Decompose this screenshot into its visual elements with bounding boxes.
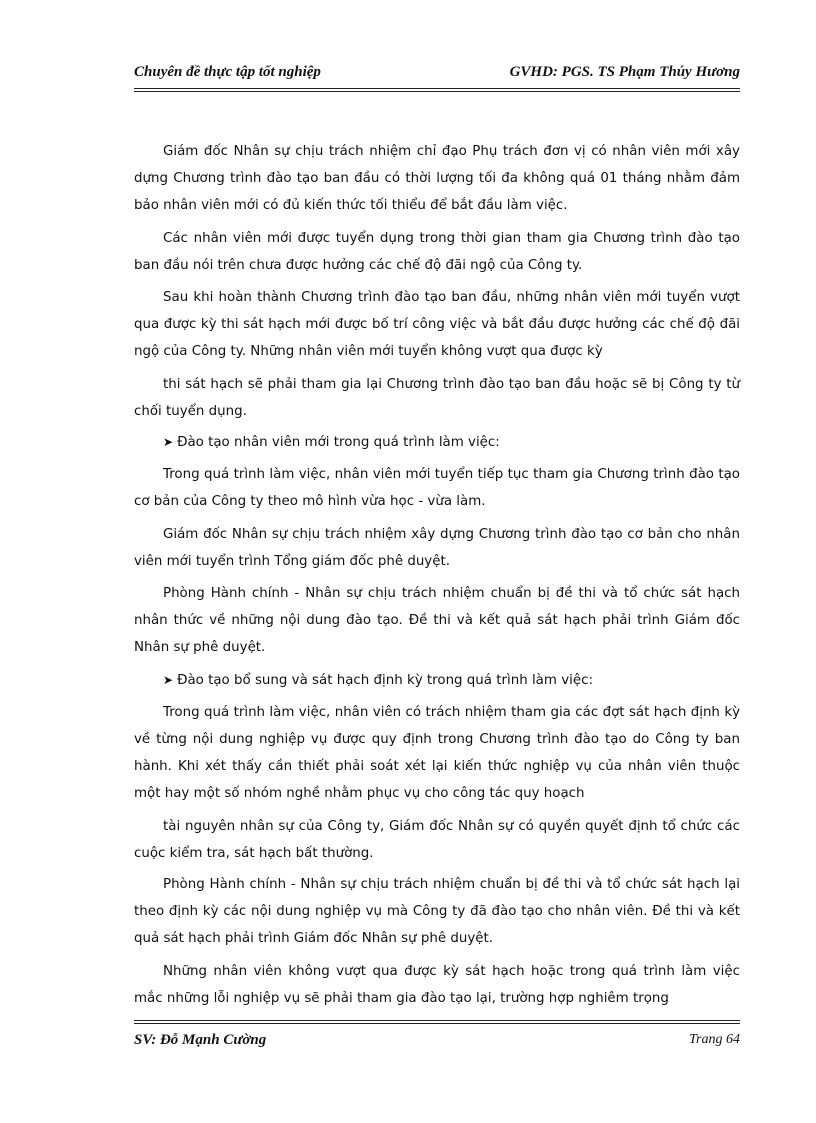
- header-supervisor: GVHD: PGS. TS Phạm Thúy Hương: [509, 64, 740, 80]
- page-footer: [134, 1032, 740, 1054]
- paragraph: Phòng Hành chính - Nhân sự chịu trách nhiệm chuẩn bị đề thi và tổ chức sát hạch lại theo định kỳ các nội dung nghiệp vụ mà Công ty đã đào tạo cho nhân viên. Đề thi và kết quả sát hạch phải trình Giám đốc Nhân sự phê duyệt.: [134, 877, 740, 947]
- arrow-bullet-icon: ➤: [163, 672, 174, 687]
- paragraph: Giám đốc Nhân sự chịu trách nhiệm chỉ đạo Phụ trách đơn vị có nhân viên mới xây dựng Chương trình đào tạo ban đầu có thời lượng tối đa không quá 01 tháng nhằm đảm bảo nhân viên mới có đủ kiến thức tối thiểu để bắt đầu làm việc.: [134, 144, 740, 214]
- paragraph: Sau khi hoàn thành Chương trình đào tạo ban đầu, những nhân viên mới tuyển vượt qua được kỳ thi sát hạch mới được bố trí công việc và bắt đầu được hưởng các chế độ đãi ngộ của Công ty. Những nhân viên mới tuyển không vượt qua được kỳ: [134, 290, 740, 360]
- header-rule-double: [134, 91, 740, 92]
- paragraph: tài nguyên nhân sự của Công ty, Giám đốc Nhân sự có quyền quyết định tổ chức các cuộc kiểm tra, sát hạch bất thường.: [134, 818, 740, 861]
- footer-rule-double: [134, 1023, 740, 1024]
- footer-page-number: Trang 64: [689, 1032, 740, 1047]
- bullet-heading-text: Đào tạo nhân viên mới trong quá trình làm việc:: [177, 435, 500, 451]
- body-text: [134, 138, 740, 1017]
- paragraph: Những nhân viên không vượt qua được kỳ sát hạch hoặc trong quá trình làm việc mắc những lỗi nghiệp vụ sẽ phải tham gia đào tạo lại, trường hợp nghiêm trọng: [134, 963, 740, 1006]
- bullet-heading: [163, 667, 740, 694]
- paragraph: thi sát hạch sẽ phải tham gia lại Chương trình đào tạo ban đầu hoặc sẽ bị Công ty từ chối tuyển dụng.: [134, 376, 740, 419]
- arrow-bullet-icon: ➤: [163, 435, 174, 450]
- header-report-title: Chuyên đề thực tập tốt nghiệp: [134, 64, 321, 80]
- paragraph: Các nhân viên mới được tuyển dụng trong thời gian tham gia Chương trình đào tạo ban đầu nói trên chưa được hưởng các chế độ đãi ngộ của Công ty.: [134, 230, 740, 273]
- paragraph: Phòng Hành chính - Nhân sự chịu trách nhiệm chuẩn bị đề thi và tổ chức sát hạch nhân thức về những nội dung đào tạo. Đề thi và kết quả sát hạch phải trình Giám đốc Nhân sự phê duyệt.: [134, 586, 740, 656]
- footer-rule: [134, 1020, 740, 1021]
- header-rule: [134, 88, 740, 89]
- paragraph: Trong quá trình làm việc, nhân viên mới tuyển tiếp tục tham gia Chương trình đào tạo cơ bản của Công ty theo mô hình vừa học - vừa làm.: [134, 467, 740, 510]
- footer-student-name: SV: Đỗ Mạnh Cường: [134, 1032, 267, 1048]
- paragraph: Giám đốc Nhân sự chịu trách nhiệm xây dựng Chương trình đào tạo cơ bản cho nhân viên mới tuyển trình Tổng giám đốc phê duyệt.: [134, 526, 740, 569]
- paragraph: Trong quá trình làm việc, nhân viên có trách nhiệm tham gia các đợt sát hạch định kỳ về từng nội dung nghiệp vụ được quy định trong Chương trình đào tạo do Công ty ban hành. Khi xét thấy cần thiết phải soát xét lại kiến thức nghiệp vụ của nhân viên thuộc một hay một số nhóm nghề nhằm phục vụ cho công tác quy hoạch: [134, 704, 740, 802]
- page-header: [134, 64, 740, 86]
- bullet-heading: [163, 429, 740, 456]
- bullet-heading-text: Đào tạo bổ sung và sát hạch định kỳ trong quá trình làm việc:: [177, 672, 593, 688]
